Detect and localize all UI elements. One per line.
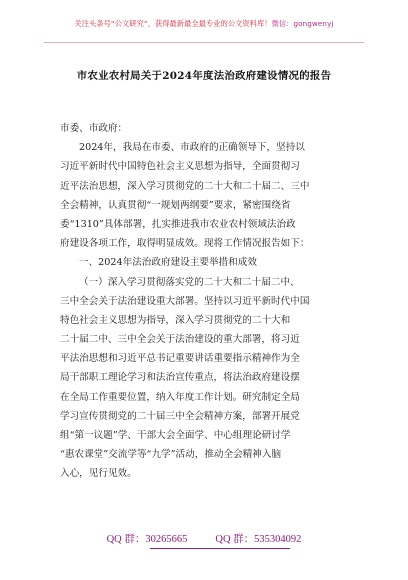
- paragraph-line: 在全局工作重要位置，纳入年度工作计划。研究制定全局: [60, 391, 300, 403]
- footer-qq-groups: [0, 531, 408, 546]
- top-banner: [0, 19, 408, 29]
- paragraph-line: 平法治思想和习近平总书记重要讲话重要指示精神作为全: [60, 353, 300, 365]
- paragraph-line: 入心，见行见效。: [60, 468, 137, 480]
- paragraph-line: 三中全会关于法治建设重大部署。坚持以习近平新时代中国: [60, 295, 310, 307]
- paragraph-line: “惠农课堂”交流学等“九学”活动，推动全会精神入脑: [60, 449, 282, 461]
- banner-promo-text: 关注头条号“公文研究”，获得最新最全最专业的公文资料库！: [74, 19, 272, 28]
- paragraph-line: 府建设各项工作，取得明显成效。现将工作情况报告如下：: [60, 238, 310, 250]
- paragraph-line: 局干部职工理论学习和法治宣传重点，将法治政府建设摆: [60, 372, 300, 384]
- footer-underline: [150, 548, 290, 549]
- salutation: 市委、市政府：: [60, 123, 128, 134]
- paragraph-line: 特色社会主义思想为指导，深入学习贯彻党的二十大和: [60, 314, 291, 326]
- document-title: 市农业农村局关于2024年度法治政府建设情况的报告: [76, 70, 332, 82]
- paragraph-line: 委“1310”具体部署，扎实推进我市农业农村领域法治政: [60, 218, 296, 230]
- paragraph-line: 组“第一议题”学、干部大会全面学、中心组理论研讨学: [60, 430, 291, 441]
- paragraph-line: （一）深入学习贯彻落实党的二十大和二十届二中、: [79, 276, 300, 288]
- banner-contact-text: 微信：gongwenyj: [271, 19, 334, 28]
- footer-qq-group-1: QQ 群：30265665: [106, 534, 188, 545]
- paragraph-line: 2024年，我局在市委、市政府的正确领导下，坚持以: [79, 142, 305, 154]
- paragraph-line: 全会精神，认真贯彻“一规划两纲要”要求，紧密围绕省: [60, 199, 291, 211]
- paragraph-line: 学习宣传贯彻党的二十届三中全会精神方案，部署开展党: [60, 410, 300, 422]
- paragraph-line: 习近平新时代中国特色社会主义思想为指导，全面贯彻习: [60, 161, 300, 173]
- document-body: [60, 119, 366, 484]
- section-heading: 一、2024年法治政府建设主要举措和成效: [79, 257, 257, 269]
- footer-qq-group-2: QQ 群：535304092: [215, 534, 302, 545]
- banner-divider: [44, 42, 364, 43]
- paragraph-line: 二十届二中、三中全会关于法治建设的重大部署，将习近: [60, 334, 300, 346]
- paragraph-line: 近平法治思想，深入学习贯彻党的二十大和二十届二、三中: [60, 180, 310, 192]
